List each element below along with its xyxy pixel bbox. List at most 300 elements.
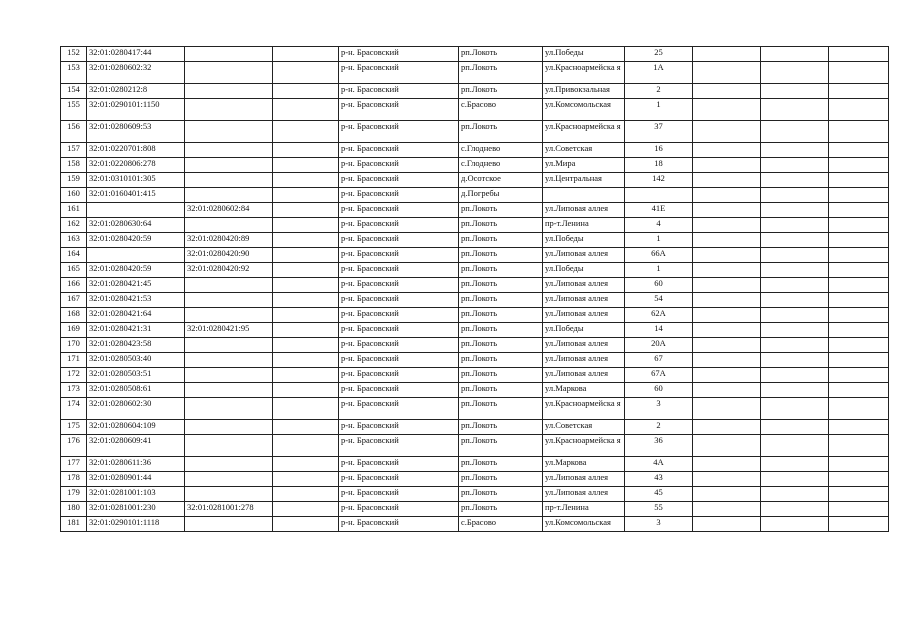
locality-cell: рп.Локоть (459, 47, 543, 62)
empty-cell (761, 248, 829, 263)
row-number: 180 (61, 502, 87, 517)
empty-cell (273, 203, 339, 218)
row-number: 165 (61, 263, 87, 278)
street-cell: ул.Липовая аллея (543, 472, 625, 487)
street-cell: ул.Липовая аллея (543, 278, 625, 293)
linked-cadastral-number: 32:01:0280602:84 (185, 203, 273, 218)
table-row (61, 62, 889, 84)
house-number-cell: 1А (625, 62, 693, 84)
district-cell: р-н. Брасовский (339, 121, 459, 143)
empty-cell (273, 383, 339, 398)
empty-cell (761, 308, 829, 323)
empty-cell (273, 143, 339, 158)
locality-cell: рп.Локоть (459, 398, 543, 420)
locality-cell: рп.Локоть (459, 353, 543, 368)
street-cell (543, 188, 625, 203)
empty-cell (761, 188, 829, 203)
table-row (61, 158, 889, 173)
locality-cell: с.Брасово (459, 99, 543, 121)
linked-cadastral-number (185, 457, 273, 472)
empty-cell (829, 263, 889, 278)
district-cell: р-н. Брасовский (339, 188, 459, 203)
house-number-cell: 25 (625, 47, 693, 62)
district-cell: р-н. Брасовский (339, 218, 459, 233)
linked-cadastral-number (185, 188, 273, 203)
row-number: 174 (61, 398, 87, 420)
linked-cadastral-number (185, 353, 273, 368)
linked-cadastral-number (185, 420, 273, 435)
house-number-cell: 2 (625, 420, 693, 435)
linked-cadastral-number (185, 472, 273, 487)
street-cell: ул.Липовая аллея (543, 353, 625, 368)
district-cell: р-н. Брасовский (339, 420, 459, 435)
table-row (61, 502, 889, 517)
empty-cell (829, 353, 889, 368)
table-row (61, 99, 889, 121)
row-number: 156 (61, 121, 87, 143)
empty-cell (829, 203, 889, 218)
row-number: 164 (61, 248, 87, 263)
house-number-cell: 67А (625, 368, 693, 383)
empty-cell (829, 293, 889, 308)
row-number: 166 (61, 278, 87, 293)
district-cell: р-н. Брасовский (339, 293, 459, 308)
cadastral-number: 32:01:0280421:31 (87, 323, 185, 338)
street-cell: ул.Липовая аллея (543, 308, 625, 323)
empty-cell (761, 383, 829, 398)
district-cell: р-н. Брасовский (339, 368, 459, 383)
table-row (61, 233, 889, 248)
table-row (61, 435, 889, 457)
table-row (61, 353, 889, 368)
row-number: 172 (61, 368, 87, 383)
cadastral-number: 32:01:0280421:45 (87, 278, 185, 293)
table-row (61, 420, 889, 435)
cadastral-number: 32:01:0280503:51 (87, 368, 185, 383)
street-cell: ул.Липовая аллея (543, 487, 625, 502)
empty-cell (273, 517, 339, 532)
cadastral-number (87, 203, 185, 218)
empty-cell (693, 158, 761, 173)
empty-cell (761, 233, 829, 248)
empty-cell (829, 173, 889, 188)
cadastral-number: 32:01:0280212:8 (87, 84, 185, 99)
empty-cell (761, 293, 829, 308)
linked-cadastral-number (185, 62, 273, 84)
table-row (61, 188, 889, 203)
empty-cell (829, 278, 889, 293)
street-cell: ул.Центральная (543, 173, 625, 188)
street-cell: ул.Красноармейска я (543, 62, 625, 84)
row-number: 161 (61, 203, 87, 218)
empty-cell (693, 263, 761, 278)
linked-cadastral-number (185, 517, 273, 532)
district-cell: р-н. Брасовский (339, 338, 459, 353)
empty-cell (829, 143, 889, 158)
house-number-cell: 4 (625, 218, 693, 233)
cadastral-number: 32:01:0280421:53 (87, 293, 185, 308)
house-number-cell: 60 (625, 383, 693, 398)
district-cell: р-н. Брасовский (339, 158, 459, 173)
row-number: 175 (61, 420, 87, 435)
linked-cadastral-number (185, 158, 273, 173)
linked-cadastral-number (185, 487, 273, 502)
house-number-cell: 4А (625, 457, 693, 472)
empty-cell (693, 435, 761, 457)
empty-cell (273, 398, 339, 420)
row-number: 176 (61, 435, 87, 457)
house-number-cell: 60 (625, 278, 693, 293)
empty-cell (693, 308, 761, 323)
empty-cell (829, 472, 889, 487)
table-row (61, 383, 889, 398)
empty-cell (693, 143, 761, 158)
empty-cell (829, 158, 889, 173)
linked-cadastral-number: 32:01:0280420:89 (185, 233, 273, 248)
empty-cell (829, 457, 889, 472)
row-number: 154 (61, 84, 87, 99)
district-cell: р-н. Брасовский (339, 472, 459, 487)
locality-cell: с.Глоднево (459, 143, 543, 158)
empty-cell (273, 457, 339, 472)
empty-cell (761, 121, 829, 143)
locality-cell: рп.Локоть (459, 308, 543, 323)
empty-cell (829, 121, 889, 143)
empty-cell (761, 99, 829, 121)
locality-cell: рп.Локоть (459, 293, 543, 308)
table-row (61, 308, 889, 323)
district-cell: р-н. Брасовский (339, 173, 459, 188)
empty-cell (693, 338, 761, 353)
empty-cell (761, 353, 829, 368)
empty-cell (761, 173, 829, 188)
linked-cadastral-number (185, 99, 273, 121)
district-cell: р-н. Брасовский (339, 248, 459, 263)
district-cell: р-н. Брасовский (339, 502, 459, 517)
empty-cell (693, 502, 761, 517)
house-number-cell: 43 (625, 472, 693, 487)
row-number: 169 (61, 323, 87, 338)
cadastral-number: 32:01:0280630:64 (87, 218, 185, 233)
house-number-cell: 3 (625, 517, 693, 532)
table-row (61, 173, 889, 188)
empty-cell (693, 218, 761, 233)
table-row (61, 323, 889, 338)
house-number-cell: 1 (625, 99, 693, 121)
table-row (61, 472, 889, 487)
row-number: 155 (61, 99, 87, 121)
locality-cell: д.Осотское (459, 173, 543, 188)
linked-cadastral-number (185, 84, 273, 99)
row-number: 158 (61, 158, 87, 173)
table-row (61, 218, 889, 233)
linked-cadastral-number (185, 143, 273, 158)
empty-cell (693, 487, 761, 502)
empty-cell (829, 62, 889, 84)
empty-cell (273, 47, 339, 62)
house-number-cell: 66А (625, 248, 693, 263)
district-cell: р-н. Брасовский (339, 84, 459, 99)
street-cell: пр-т.Ленина (543, 502, 625, 517)
empty-cell (829, 398, 889, 420)
table-row (61, 457, 889, 472)
table-row (61, 84, 889, 99)
row-number: 170 (61, 338, 87, 353)
house-number-cell: 20А (625, 338, 693, 353)
empty-cell (273, 278, 339, 293)
row-number: 181 (61, 517, 87, 532)
cadastral-number: 32:01:0280420:59 (87, 233, 185, 248)
table-row (61, 517, 889, 532)
cadastral-number (87, 248, 185, 263)
empty-cell (693, 62, 761, 84)
empty-cell (829, 188, 889, 203)
empty-cell (693, 517, 761, 532)
empty-cell (829, 308, 889, 323)
cadastral-number: 32:01:0220806:278 (87, 158, 185, 173)
cadastral-number: 32:01:0280611:36 (87, 457, 185, 472)
linked-cadastral-number (185, 368, 273, 383)
empty-cell (693, 99, 761, 121)
empty-cell (273, 420, 339, 435)
empty-cell (693, 278, 761, 293)
table-row (61, 487, 889, 502)
house-number-cell: 14 (625, 323, 693, 338)
house-number-cell: 16 (625, 143, 693, 158)
locality-cell: рп.Локоть (459, 278, 543, 293)
house-number-cell: 45 (625, 487, 693, 502)
row-number: 157 (61, 143, 87, 158)
empty-cell (273, 435, 339, 457)
empty-cell (761, 84, 829, 99)
cadastral-number: 32:01:0280602:32 (87, 62, 185, 84)
table-row (61, 47, 889, 62)
street-cell: ул.Маркова (543, 457, 625, 472)
empty-cell (829, 487, 889, 502)
locality-cell: с.Глоднево (459, 158, 543, 173)
empty-cell (761, 158, 829, 173)
empty-cell (693, 173, 761, 188)
linked-cadastral-number (185, 121, 273, 143)
district-cell: р-н. Брасовский (339, 353, 459, 368)
district-cell: р-н. Брасовский (339, 233, 459, 248)
cadastral-number: 32:01:0280420:59 (87, 263, 185, 278)
row-number: 168 (61, 308, 87, 323)
empty-cell (273, 62, 339, 84)
linked-cadastral-number (185, 435, 273, 457)
row-number: 167 (61, 293, 87, 308)
street-cell: ул.Комсомольская (543, 99, 625, 121)
district-cell: р-н. Брасовский (339, 398, 459, 420)
empty-cell (829, 383, 889, 398)
house-number-cell: 2 (625, 84, 693, 99)
empty-cell (273, 84, 339, 99)
registry-table (60, 46, 889, 532)
row-number: 163 (61, 233, 87, 248)
cadastral-number: 32:01:0280609:41 (87, 435, 185, 457)
empty-cell (829, 84, 889, 99)
district-cell: р-н. Брасовский (339, 383, 459, 398)
linked-cadastral-number (185, 47, 273, 62)
street-cell: ул.Мира (543, 158, 625, 173)
street-cell: ул.Маркова (543, 383, 625, 398)
empty-cell (829, 323, 889, 338)
linked-cadastral-number: 32:01:0280420:92 (185, 263, 273, 278)
row-number: 179 (61, 487, 87, 502)
registry-rows (61, 47, 889, 532)
street-cell: ул.Победы (543, 47, 625, 62)
row-number: 171 (61, 353, 87, 368)
cadastral-number: 32:01:0280602:30 (87, 398, 185, 420)
empty-cell (273, 487, 339, 502)
empty-cell (761, 338, 829, 353)
cadastral-number: 32:01:0280508:61 (87, 383, 185, 398)
street-cell: ул.Липовая аллея (543, 203, 625, 218)
empty-cell (693, 233, 761, 248)
linked-cadastral-number (185, 293, 273, 308)
street-cell: ул.Красноармейска я (543, 398, 625, 420)
cadastral-number: 32:01:0220701:808 (87, 143, 185, 158)
empty-cell (761, 47, 829, 62)
district-cell: р-н. Брасовский (339, 47, 459, 62)
district-cell: р-н. Брасовский (339, 143, 459, 158)
street-cell: ул.Красноармейска я (543, 435, 625, 457)
street-cell: ул.Победы (543, 263, 625, 278)
cadastral-number: 32:01:0280423:58 (87, 338, 185, 353)
district-cell: р-н. Брасовский (339, 323, 459, 338)
empty-cell (829, 502, 889, 517)
cadastral-number: 32:01:0280901:44 (87, 472, 185, 487)
linked-cadastral-number (185, 173, 273, 188)
cadastral-number: 32:01:0280503:40 (87, 353, 185, 368)
empty-cell (693, 457, 761, 472)
house-number-cell: 3 (625, 398, 693, 420)
empty-cell (273, 353, 339, 368)
empty-cell (693, 368, 761, 383)
linked-cadastral-number (185, 398, 273, 420)
linked-cadastral-number (185, 278, 273, 293)
house-number-cell: 36 (625, 435, 693, 457)
locality-cell: рп.Локоть (459, 121, 543, 143)
district-cell: р-н. Брасовский (339, 203, 459, 218)
street-cell: ул.Победы (543, 233, 625, 248)
empty-cell (273, 99, 339, 121)
empty-cell (829, 517, 889, 532)
table-row (61, 368, 889, 383)
empty-cell (273, 308, 339, 323)
cadastral-number: 32:01:0290101:1118 (87, 517, 185, 532)
linked-cadastral-number (185, 383, 273, 398)
district-cell: р-н. Брасовский (339, 62, 459, 84)
empty-cell (273, 502, 339, 517)
empty-cell (693, 398, 761, 420)
house-number-cell: 55 (625, 502, 693, 517)
cadastral-number: 32:01:0281001:230 (87, 502, 185, 517)
empty-cell (761, 457, 829, 472)
empty-cell (273, 188, 339, 203)
empty-cell (761, 487, 829, 502)
street-cell: ул.Советская (543, 420, 625, 435)
district-cell: р-н. Брасовский (339, 435, 459, 457)
street-cell: ул.Липовая аллея (543, 248, 625, 263)
empty-cell (761, 368, 829, 383)
table-row (61, 143, 889, 158)
empty-cell (273, 233, 339, 248)
empty-cell (761, 420, 829, 435)
locality-cell: рп.Локоть (459, 218, 543, 233)
table-row (61, 248, 889, 263)
district-cell: р-н. Брасовский (339, 487, 459, 502)
street-cell: ул.Привокзальная (543, 84, 625, 99)
house-number-cell: 37 (625, 121, 693, 143)
empty-cell (829, 248, 889, 263)
district-cell: р-н. Брасовский (339, 263, 459, 278)
street-cell: ул.Комсомольская (543, 517, 625, 532)
house-number-cell: 1 (625, 263, 693, 278)
house-number-cell: 54 (625, 293, 693, 308)
table-row (61, 338, 889, 353)
street-cell: ул.Липовая аллея (543, 338, 625, 353)
locality-cell: рп.Локоть (459, 233, 543, 248)
linked-cadastral-number: 32:01:0281001:278 (185, 502, 273, 517)
empty-cell (273, 323, 339, 338)
empty-cell (693, 47, 761, 62)
locality-cell: рп.Локоть (459, 248, 543, 263)
house-number-cell: 18 (625, 158, 693, 173)
empty-cell (693, 293, 761, 308)
table-row (61, 263, 889, 278)
empty-cell (693, 248, 761, 263)
empty-cell (761, 517, 829, 532)
house-number-cell: 62А (625, 308, 693, 323)
table-row (61, 203, 889, 218)
empty-cell (693, 383, 761, 398)
street-cell: ул.Победы (543, 323, 625, 338)
empty-cell (829, 99, 889, 121)
empty-cell (761, 323, 829, 338)
cadastral-number: 32:01:0310101:305 (87, 173, 185, 188)
empty-cell (273, 248, 339, 263)
locality-cell: рп.Локоть (459, 383, 543, 398)
empty-cell (829, 218, 889, 233)
house-number-cell: 41Е (625, 203, 693, 218)
empty-cell (273, 173, 339, 188)
empty-cell (693, 472, 761, 487)
empty-cell (761, 263, 829, 278)
document-page (60, 46, 889, 532)
empty-cell (829, 420, 889, 435)
street-cell: ул.Липовая аллея (543, 368, 625, 383)
locality-cell: рп.Локоть (459, 323, 543, 338)
locality-cell: д.Погребы (459, 188, 543, 203)
locality-cell: рп.Локоть (459, 472, 543, 487)
empty-cell (273, 121, 339, 143)
empty-cell (761, 435, 829, 457)
cadastral-number: 32:01:0160401:415 (87, 188, 185, 203)
house-number-cell: 1 (625, 233, 693, 248)
empty-cell (273, 218, 339, 233)
locality-cell: рп.Локоть (459, 420, 543, 435)
empty-cell (693, 84, 761, 99)
row-number: 153 (61, 62, 87, 84)
district-cell: р-н. Брасовский (339, 457, 459, 472)
linked-cadastral-number: 32:01:0280420:90 (185, 248, 273, 263)
locality-cell: рп.Локоть (459, 502, 543, 517)
empty-cell (829, 368, 889, 383)
locality-cell: рп.Локоть (459, 338, 543, 353)
row-number: 152 (61, 47, 87, 62)
district-cell: р-н. Брасовский (339, 517, 459, 532)
